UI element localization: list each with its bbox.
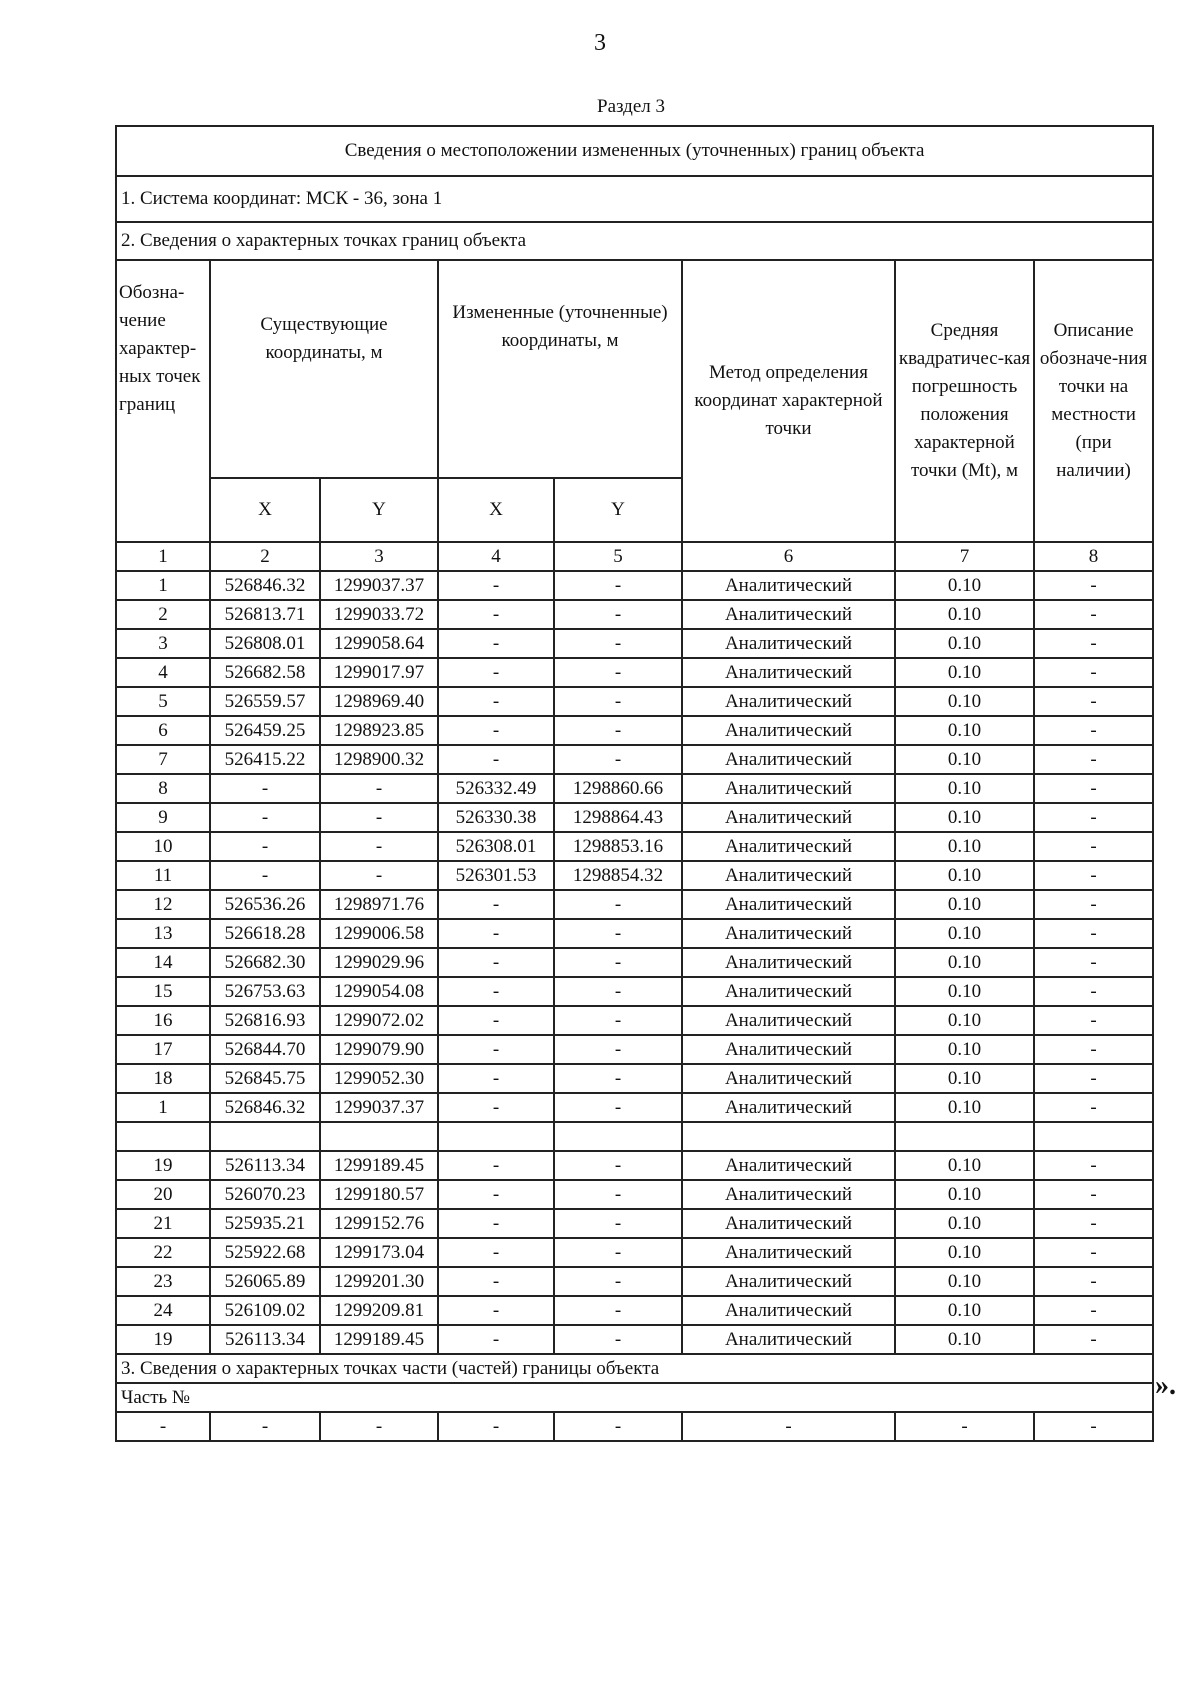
cell-accuracy: 0.10	[895, 1151, 1034, 1180]
cell-point-id: 1	[116, 571, 210, 600]
cell-existing-x: -	[210, 861, 320, 890]
cell-changed-x: -	[438, 629, 554, 658]
cell-changed-y: -	[554, 716, 682, 745]
header-changed-coordinates: Измененные (уточненные) координаты, м	[438, 260, 682, 478]
cell-method: Аналитический	[682, 1296, 895, 1325]
cell-point-id: 19	[116, 1325, 210, 1354]
cell-changed-x: -	[438, 1209, 554, 1238]
cell-description: -	[1034, 1093, 1153, 1122]
separator-row	[116, 1122, 1153, 1151]
cell-accuracy: 0.10	[895, 600, 1034, 629]
cell-existing-x: 526816.93	[210, 1006, 320, 1035]
cell-changed-y: -	[554, 890, 682, 919]
cell-changed-x: -	[438, 658, 554, 687]
cell-changed-x: 526330.38	[438, 803, 554, 832]
cell-existing-x: 526113.34	[210, 1151, 320, 1180]
cell-existing-x: -	[210, 774, 320, 803]
cell-changed-x: -	[438, 890, 554, 919]
cell-accuracy: 0.10	[895, 832, 1034, 861]
table-row	[116, 1267, 1153, 1296]
cell-existing-y: 1298923.85	[320, 716, 438, 745]
cell-existing-x: 526109.02	[210, 1296, 320, 1325]
table-row	[116, 1209, 1153, 1238]
cell-method: Аналитический	[682, 1325, 895, 1354]
empty-cell	[895, 1122, 1034, 1151]
boundary-points-table	[115, 125, 1154, 1442]
cell-existing-x: 525922.68	[210, 1238, 320, 1267]
table-row	[116, 919, 1153, 948]
column-number: 3	[320, 542, 438, 571]
cell-changed-y: -	[554, 1151, 682, 1180]
cell-method: Аналитический	[682, 629, 895, 658]
cell-point-id: 11	[116, 861, 210, 890]
cell-existing-y: 1299054.08	[320, 977, 438, 1006]
cell-point-id: 19	[116, 1151, 210, 1180]
cell-description: -	[1034, 1238, 1153, 1267]
cell-description: -	[1034, 890, 1153, 919]
cell-changed-x: -	[438, 1267, 554, 1296]
cell-existing-x: 526618.28	[210, 919, 320, 948]
cell-point-id: 14	[116, 948, 210, 977]
table-row	[116, 1296, 1153, 1325]
cell-existing-x: 526682.30	[210, 948, 320, 977]
cell-changed-y: -	[554, 600, 682, 629]
cell-description: -	[1034, 1325, 1153, 1354]
table-row	[116, 716, 1153, 745]
cell-changed-y: -	[554, 687, 682, 716]
cell-accuracy: 0.10	[895, 1180, 1034, 1209]
cell-accuracy: 0.10	[895, 1209, 1034, 1238]
dash-cell: -	[682, 1412, 895, 1441]
column-number: 1	[116, 542, 210, 571]
cell-point-id: 5	[116, 687, 210, 716]
empty-cell	[682, 1122, 895, 1151]
cell-existing-x: 526813.71	[210, 600, 320, 629]
table-row	[116, 1093, 1153, 1122]
cell-method: Аналитический	[682, 745, 895, 774]
cell-changed-x: 526301.53	[438, 861, 554, 890]
page-number: 3	[594, 30, 606, 56]
cell-changed-x: -	[438, 1006, 554, 1035]
header-changed-x: X	[438, 478, 554, 542]
cell-accuracy: 0.10	[895, 1035, 1034, 1064]
cell-description: -	[1034, 861, 1153, 890]
cell-description: -	[1034, 919, 1153, 948]
cell-method: Аналитический	[682, 571, 895, 600]
cell-point-id: 20	[116, 1180, 210, 1209]
cell-changed-y: -	[554, 977, 682, 1006]
cell-accuracy: 0.10	[895, 861, 1034, 890]
cell-description: -	[1034, 1035, 1153, 1064]
cell-point-id: 6	[116, 716, 210, 745]
cell-accuracy: 0.10	[895, 571, 1034, 600]
table-row	[116, 890, 1153, 919]
cell-method: Аналитический	[682, 1151, 895, 1180]
cell-existing-y: 1298969.40	[320, 687, 438, 716]
cell-description: -	[1034, 832, 1153, 861]
cell-accuracy: 0.10	[895, 658, 1034, 687]
cell-existing-y: 1299209.81	[320, 1296, 438, 1325]
cell-method: Аналитический	[682, 1064, 895, 1093]
cell-changed-y: -	[554, 1325, 682, 1354]
cell-point-id: 13	[116, 919, 210, 948]
table-row	[116, 1035, 1153, 1064]
table-row	[116, 687, 1153, 716]
cell-method: Аналитический	[682, 832, 895, 861]
cell-changed-y: -	[554, 571, 682, 600]
column-number: 4	[438, 542, 554, 571]
cell-changed-x: -	[438, 687, 554, 716]
cell-accuracy: 0.10	[895, 948, 1034, 977]
cell-point-id: 12	[116, 890, 210, 919]
cell-existing-x: -	[210, 832, 320, 861]
dash-cell: -	[116, 1412, 210, 1441]
cell-description: -	[1034, 774, 1153, 803]
table-row	[116, 745, 1153, 774]
cell-point-id: 16	[116, 1006, 210, 1035]
cell-changed-y: -	[554, 1035, 682, 1064]
cell-changed-x: -	[438, 1064, 554, 1093]
empty-cell	[116, 1122, 210, 1151]
cell-existing-x: 526459.25	[210, 716, 320, 745]
cell-accuracy: 0.10	[895, 745, 1034, 774]
header-existing-coordinates: Существующие координаты, м	[210, 260, 438, 478]
cell-changed-x: -	[438, 1151, 554, 1180]
cell-existing-x: 526536.26	[210, 890, 320, 919]
cell-description: -	[1034, 1267, 1153, 1296]
cell-description: -	[1034, 803, 1153, 832]
cell-changed-x: 526308.01	[438, 832, 554, 861]
table-row	[116, 832, 1153, 861]
cell-existing-x: 526113.34	[210, 1325, 320, 1354]
cell-point-id: 21	[116, 1209, 210, 1238]
cell-method: Аналитический	[682, 1209, 895, 1238]
cell-description: -	[1034, 687, 1153, 716]
subsection-parts-heading: 3. Сведения о характерных точках части (частей) границы объекта	[116, 1354, 1153, 1383]
cell-existing-x: 526682.58	[210, 658, 320, 687]
cell-existing-x: 526844.70	[210, 1035, 320, 1064]
cell-accuracy: 0.10	[895, 919, 1034, 948]
cell-existing-y: 1299189.45	[320, 1325, 438, 1354]
dash-cell: -	[554, 1412, 682, 1441]
cell-existing-y: 1299029.96	[320, 948, 438, 977]
cell-existing-x: 526846.32	[210, 1093, 320, 1122]
table-row	[116, 571, 1153, 600]
cell-method: Аналитический	[682, 716, 895, 745]
cell-point-id: 1	[116, 1093, 210, 1122]
cell-changed-y: 1298853.16	[554, 832, 682, 861]
cell-existing-y: 1298971.76	[320, 890, 438, 919]
cell-changed-y: -	[554, 1006, 682, 1035]
cell-existing-x: 526846.32	[210, 571, 320, 600]
cell-existing-y: 1299180.57	[320, 1180, 438, 1209]
cell-accuracy: 0.10	[895, 890, 1034, 919]
cell-existing-y: 1299079.90	[320, 1035, 438, 1064]
cell-accuracy: 0.10	[895, 1296, 1034, 1325]
cell-changed-y: -	[554, 629, 682, 658]
cell-method: Аналитический	[682, 1035, 895, 1064]
cell-existing-y: 1299033.72	[320, 600, 438, 629]
cell-existing-y: 1299072.02	[320, 1006, 438, 1035]
table-row	[116, 600, 1153, 629]
cell-changed-y: 1298860.66	[554, 774, 682, 803]
cell-changed-x: -	[438, 716, 554, 745]
cell-changed-x: -	[438, 948, 554, 977]
cell-point-id: 10	[116, 832, 210, 861]
column-number: 2	[210, 542, 320, 571]
cell-existing-x: 526845.75	[210, 1064, 320, 1093]
cell-point-id: 7	[116, 745, 210, 774]
cell-point-id: 2	[116, 600, 210, 629]
column-number: 7	[895, 542, 1034, 571]
closing-quote: ».	[1155, 1370, 1176, 1401]
cell-changed-y: -	[554, 919, 682, 948]
cell-existing-x: 526753.63	[210, 977, 320, 1006]
cell-method: Аналитический	[682, 890, 895, 919]
cell-changed-x: -	[438, 1238, 554, 1267]
empty-cell	[1034, 1122, 1153, 1151]
cell-method: Аналитический	[682, 977, 895, 1006]
cell-changed-y: -	[554, 1064, 682, 1093]
header-changed-y: Y	[554, 478, 682, 542]
header-point-designation: Обозна-чение характер-ных точек границ	[116, 260, 210, 542]
header-existing-y: Y	[320, 478, 438, 542]
cell-changed-y: -	[554, 745, 682, 774]
empty-cell	[554, 1122, 682, 1151]
cell-description: -	[1034, 1180, 1153, 1209]
table-title: Сведения о местоположении измененных (уточненных) границ объекта	[116, 126, 1153, 176]
empty-cell	[438, 1122, 554, 1151]
header-description: Описание обозначе-ния точки на местности (при наличии)	[1034, 260, 1153, 542]
cell-accuracy: 0.10	[895, 1267, 1034, 1296]
dash-cell: -	[438, 1412, 554, 1441]
cell-method: Аналитический	[682, 1267, 895, 1296]
cell-changed-y: -	[554, 1267, 682, 1296]
table-row	[116, 1180, 1153, 1209]
table-row	[116, 1064, 1153, 1093]
cell-existing-y: 1299037.37	[320, 571, 438, 600]
cell-existing-y: 1299037.37	[320, 1093, 438, 1122]
cell-method: Аналитический	[682, 1180, 895, 1209]
section-label: Раздел 3	[597, 96, 665, 117]
cell-description: -	[1034, 600, 1153, 629]
cell-description: -	[1034, 977, 1153, 1006]
cell-point-id: 23	[116, 1267, 210, 1296]
cell-accuracy: 0.10	[895, 1325, 1034, 1354]
cell-accuracy: 0.10	[895, 629, 1034, 658]
part-number-label: Часть №	[116, 1383, 1153, 1412]
table-row	[116, 948, 1153, 977]
cell-changed-x: -	[438, 745, 554, 774]
cell-method: Аналитический	[682, 687, 895, 716]
cell-point-id: 3	[116, 629, 210, 658]
cell-changed-y: -	[554, 658, 682, 687]
cell-changed-x: -	[438, 600, 554, 629]
cell-description: -	[1034, 658, 1153, 687]
cell-method: Аналитический	[682, 600, 895, 629]
cell-accuracy: 0.10	[895, 687, 1034, 716]
cell-accuracy: 0.10	[895, 803, 1034, 832]
dash-cell: -	[320, 1412, 438, 1441]
cell-description: -	[1034, 1209, 1153, 1238]
column-number-row	[116, 542, 1153, 571]
cell-existing-x: 526559.57	[210, 687, 320, 716]
cell-existing-y: 1299017.97	[320, 658, 438, 687]
cell-accuracy: 0.10	[895, 1064, 1034, 1093]
cell-description: -	[1034, 1151, 1153, 1180]
cell-point-id: 18	[116, 1064, 210, 1093]
cell-point-id: 22	[116, 1238, 210, 1267]
cell-existing-x: 526065.89	[210, 1267, 320, 1296]
cell-point-id: 17	[116, 1035, 210, 1064]
cell-changed-y: -	[554, 1238, 682, 1267]
cell-description: -	[1034, 1296, 1153, 1325]
cell-existing-x: 526415.22	[210, 745, 320, 774]
cell-method: Аналитический	[682, 919, 895, 948]
cell-changed-y: -	[554, 1296, 682, 1325]
cell-changed-x: -	[438, 1325, 554, 1354]
empty-cell	[210, 1122, 320, 1151]
cell-method: Аналитический	[682, 774, 895, 803]
cell-changed-y: -	[554, 1093, 682, 1122]
cell-changed-x: -	[438, 571, 554, 600]
cell-existing-y: 1299189.45	[320, 1151, 438, 1180]
cell-existing-x: 526808.01	[210, 629, 320, 658]
cell-method: Аналитический	[682, 1238, 895, 1267]
cell-description: -	[1034, 948, 1153, 977]
cell-description: -	[1034, 1064, 1153, 1093]
cell-existing-y: 1298900.32	[320, 745, 438, 774]
column-number: 5	[554, 542, 682, 571]
table-row	[116, 658, 1153, 687]
table-row	[116, 1325, 1153, 1354]
cell-description: -	[1034, 745, 1153, 774]
column-number: 8	[1034, 542, 1153, 571]
cell-changed-x: -	[438, 1093, 554, 1122]
cell-changed-y: 1298854.32	[554, 861, 682, 890]
cell-accuracy: 0.10	[895, 716, 1034, 745]
dash-cell: -	[1034, 1412, 1153, 1441]
cell-accuracy: 0.10	[895, 774, 1034, 803]
cell-changed-x: -	[438, 1296, 554, 1325]
column-number: 6	[682, 542, 895, 571]
cell-method: Аналитический	[682, 803, 895, 832]
header-accuracy: Средняя квадратичес-кая погрешность положения характерной точки (Mt), м	[895, 260, 1034, 542]
cell-existing-x: 526070.23	[210, 1180, 320, 1209]
cell-existing-x: 525935.21	[210, 1209, 320, 1238]
cell-method: Аналитический	[682, 658, 895, 687]
cell-existing-y: 1299006.58	[320, 919, 438, 948]
empty-cell	[320, 1122, 438, 1151]
cell-accuracy: 0.10	[895, 977, 1034, 1006]
cell-existing-y: -	[320, 832, 438, 861]
table-row	[116, 629, 1153, 658]
cell-description: -	[1034, 571, 1153, 600]
cell-changed-x: -	[438, 977, 554, 1006]
cell-changed-x: 526332.49	[438, 774, 554, 803]
part-empty-row	[116, 1412, 1153, 1441]
cell-point-id: 4	[116, 658, 210, 687]
cell-changed-y: 1298864.43	[554, 803, 682, 832]
cell-accuracy: 0.10	[895, 1093, 1034, 1122]
table-row	[116, 1151, 1153, 1180]
table-row	[116, 803, 1153, 832]
cell-changed-y: -	[554, 948, 682, 977]
table-row	[116, 861, 1153, 890]
cell-method: Аналитический	[682, 1093, 895, 1122]
cell-changed-x: -	[438, 1180, 554, 1209]
cell-point-id: 24	[116, 1296, 210, 1325]
cell-description: -	[1034, 1006, 1153, 1035]
cell-existing-y: -	[320, 774, 438, 803]
cell-accuracy: 0.10	[895, 1006, 1034, 1035]
subsection-points-heading: 2. Сведения о характерных точках границ объекта	[116, 222, 1153, 260]
table-row	[116, 1006, 1153, 1035]
table-row	[116, 1238, 1153, 1267]
dash-cell: -	[895, 1412, 1034, 1441]
cell-existing-y: -	[320, 861, 438, 890]
cell-existing-y: 1299201.30	[320, 1267, 438, 1296]
cell-point-id: 9	[116, 803, 210, 832]
cell-description: -	[1034, 629, 1153, 658]
cell-changed-x: -	[438, 1035, 554, 1064]
cell-existing-y: 1299058.64	[320, 629, 438, 658]
cell-existing-x: -	[210, 803, 320, 832]
header-method: Метод определения координат характерной точки	[682, 260, 895, 542]
cell-changed-y: -	[554, 1180, 682, 1209]
table-row	[116, 774, 1153, 803]
cell-method: Аналитический	[682, 861, 895, 890]
cell-method: Аналитический	[682, 1006, 895, 1035]
coordinate-system: 1. Система координат: МСК - 36, зона 1	[116, 176, 1153, 222]
cell-changed-y: -	[554, 1209, 682, 1238]
dash-cell: -	[210, 1412, 320, 1441]
cell-existing-y: 1299052.30	[320, 1064, 438, 1093]
header-existing-x: X	[210, 478, 320, 542]
cell-method: Аналитический	[682, 948, 895, 977]
cell-existing-y: -	[320, 803, 438, 832]
cell-changed-x: -	[438, 919, 554, 948]
cell-accuracy: 0.10	[895, 1238, 1034, 1267]
cell-point-id: 15	[116, 977, 210, 1006]
cell-point-id: 8	[116, 774, 210, 803]
table-row	[116, 977, 1153, 1006]
cell-existing-y: 1299173.04	[320, 1238, 438, 1267]
cell-description: -	[1034, 716, 1153, 745]
cell-existing-y: 1299152.76	[320, 1209, 438, 1238]
